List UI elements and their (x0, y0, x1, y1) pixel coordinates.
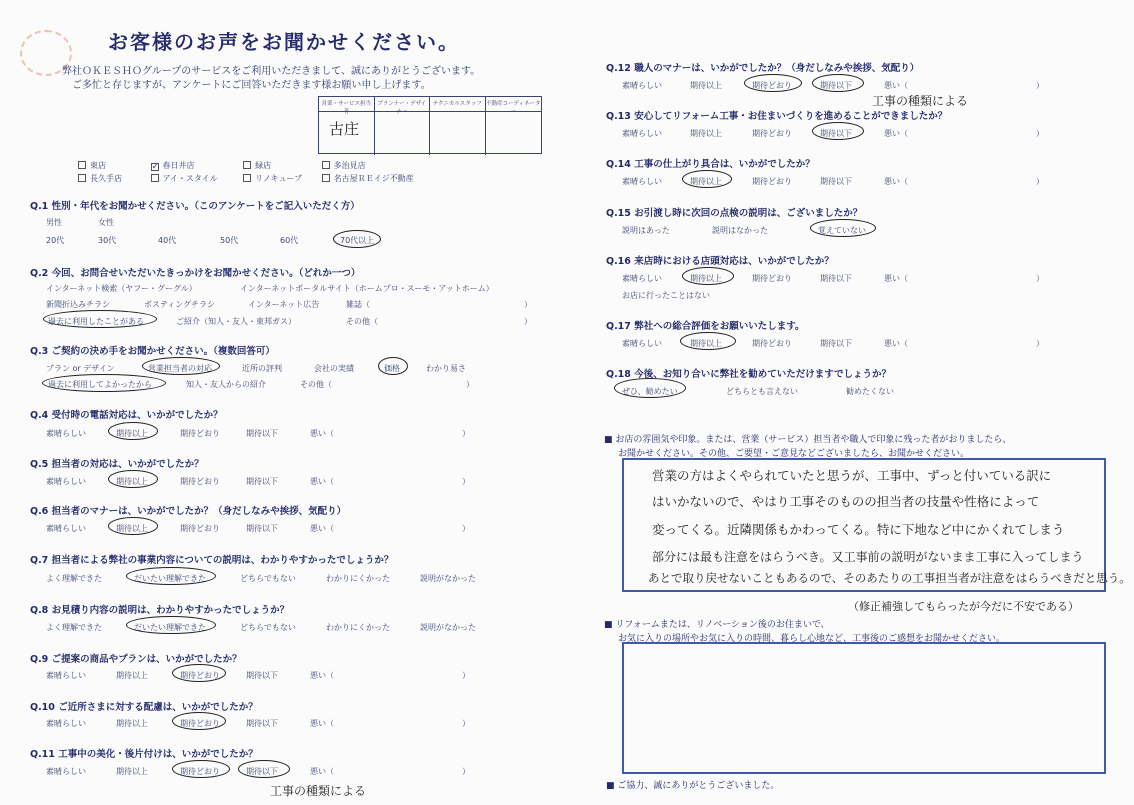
understand-none[interactable]: 説明がなかった (420, 623, 476, 632)
rating-below[interactable]: 期待以下 (820, 177, 852, 186)
question-18: Q.18 今後、お知り合いに弊社を勧めていただけますでしょうか？ (606, 366, 891, 380)
understand-well[interactable]: よく理解できた (46, 623, 102, 632)
staff-header-sales: 営業・サービス担当者 (319, 97, 375, 111)
section-1-line-2: お聞かせください。その他、ご要望・ご意見などございましたら、お聞かせください。 (618, 449, 970, 459)
circle-mark (744, 74, 802, 92)
store-checklist (78, 159, 430, 185)
circle-mark (682, 267, 734, 285)
option-past-use[interactable]: 過去に利用したことがある (48, 317, 144, 326)
rating-below[interactable]: 期待以下 (246, 671, 278, 680)
option-60s[interactable]: 60代 (280, 236, 299, 245)
question-5: Q.5 担当者の対応は、いかがでしたか？ (30, 456, 204, 470)
understand-none[interactable]: 説明がなかった (420, 574, 476, 583)
circle-mark (810, 219, 876, 237)
checkbox-icon[interactable] (243, 174, 251, 182)
option-other[interactable]: その他（ (300, 380, 332, 389)
rating-above[interactable]: 期待以上 (116, 429, 148, 438)
rating-above[interactable]: 期待以上 (690, 177, 722, 186)
question-9: Q.9 ご提案の商品やプランは、いかがでしたか？ (30, 651, 242, 665)
circle-mark (812, 74, 864, 92)
circle-mark (614, 378, 686, 398)
circle-mark (172, 712, 226, 730)
rating-as-expected[interactable]: 期待どおり (752, 177, 792, 186)
circle-mark (108, 517, 158, 535)
staff-header-realestate: 不動産コーディネーター (485, 101, 541, 115)
paren-close: ） (462, 719, 470, 728)
checkbox-icon[interactable] (78, 161, 86, 169)
rating-below[interactable]: 期待以下 (246, 719, 278, 728)
rating-above[interactable]: 期待以上 (116, 719, 148, 728)
recommend-neutral[interactable]: どちらとも言えない (726, 387, 798, 396)
intro-line-2: ご多忙と存じますが、アンケートにご回答いただきます様お願い申し上げます。 (72, 80, 431, 91)
rating-excellent[interactable]: 素晴らしい (46, 429, 86, 438)
store-tajimi: 多治見店 (333, 161, 366, 170)
page-title: お客様のお声をお聞かせください。 (108, 30, 460, 54)
option-50s[interactable]: 50代 (220, 236, 239, 245)
paren-close: ） (524, 300, 532, 309)
store-nagoya-re: 名古屋ＲＥイジ不動産 (333, 174, 414, 183)
rating-above[interactable]: 期待以上 (690, 339, 722, 348)
question-4: Q.4 受付時の電話対応は、いかがでしたか？ (30, 407, 223, 421)
paren-close: ） (466, 380, 474, 389)
paren-close: ） (1036, 339, 1044, 348)
thanks-text: ■ ご協力、誠にありがとうございました。 (606, 781, 780, 791)
option-portal[interactable]: インターネットポータルサイト（ホームプロ・スーモ・アットホーム） (240, 284, 494, 293)
paren-close: ） (1036, 129, 1044, 138)
circle-mark (126, 616, 216, 634)
rating-as-expected[interactable]: 期待どおり (752, 274, 792, 283)
staff-name-sales[interactable]: 古庄 (319, 111, 375, 155)
question-8: Q.8 お見積り内容の説明は、わかりやすかったでしょうか？ (30, 602, 289, 616)
question-6: Q.6 担当者のマナーは、いかがでしたか？（身だしなみや挨拶、気配り） (30, 503, 346, 517)
option-male[interactable]: 男性 (46, 218, 62, 227)
comment-line-1: 営業の方はよくやられていたと思うが、工事中、ずっと付いている訳に (652, 468, 1052, 483)
checkbox-icon[interactable] (151, 174, 159, 182)
rating-excellent[interactable]: 素晴らしい (622, 274, 662, 283)
option-web-search[interactable]: インターネット検索（ヤフー・グーグル） (46, 284, 197, 293)
rating-as-expected[interactable]: 期待どおり (180, 429, 220, 438)
paren-close: ） (1036, 274, 1044, 283)
circle-mark (680, 332, 736, 350)
handwritten-note-q12: 工事の種類による (872, 94, 969, 108)
handwritten-note-q11: 工事の種類による (270, 784, 367, 798)
paren-close: ） (462, 767, 470, 776)
question-3: Q.3 ご契約の決め手をお聞かせください。（複数回答可） (30, 343, 275, 357)
option-clarity[interactable]: わかり易さ (426, 364, 466, 373)
understand-hard[interactable]: わかりにくかった (326, 623, 390, 632)
option-newspaper[interactable]: 新聞折込みチラシ (46, 300, 110, 309)
store-higashi: 東店 (90, 161, 106, 170)
option-plan[interactable]: プラン or デザイン (46, 364, 115, 373)
rating-bad[interactable]: 悪い（ (884, 81, 908, 90)
understand-neutral[interactable]: どちらでもない (240, 623, 296, 632)
rating-bad[interactable]: 悪い（ (884, 177, 908, 186)
rating-below[interactable]: 期待以下 (246, 767, 278, 776)
checkbox-icon[interactable] (322, 174, 330, 182)
paren-close: ） (462, 477, 470, 486)
question-15: Q.15 お引渡し時に次回の点検の説明は、ございましたか？ (606, 205, 862, 219)
rating-as-expected[interactable]: 期待どおり (752, 339, 792, 348)
option-other[interactable]: その他（ (346, 317, 378, 326)
question-16: Q.16 来店時における店頭対応は、いかがでしたか？ (606, 253, 834, 267)
rating-as-expected[interactable]: 期待どおり (180, 671, 220, 680)
circle-mark (108, 470, 158, 488)
store-kasugai: 春日井店 (162, 161, 195, 170)
explain-forgot[interactable]: 覚えていない (818, 226, 866, 235)
intro-line-1: 弊社ＯＫＥＳＨＯグループのサービスをご利用いただきまして、誠にありがとうございます。 (62, 66, 481, 77)
option-30s[interactable]: 30代 (98, 236, 117, 245)
rating-as-expected[interactable]: 期待どおり (180, 477, 220, 486)
rating-above[interactable]: 期待以上 (690, 129, 722, 138)
circle-mark (126, 567, 216, 585)
rating-above[interactable]: 期待以上 (690, 81, 722, 90)
comment-line-6: （修正補強してもらったが今だに不安である） (848, 600, 1079, 613)
comment-line-2: はいかないので、やはり工事そのものの担当者の技量や性格によって (652, 494, 1040, 509)
explain-no[interactable]: 説明はなかった (712, 226, 768, 235)
rating-as-expected[interactable]: 期待どおり (180, 719, 220, 728)
rating-bad[interactable]: 悪い（ (310, 671, 334, 680)
option-20s[interactable]: 20代 (46, 236, 65, 245)
option-referral[interactable]: ご紹介（知人・友人・東邦ガス） (176, 317, 296, 326)
comment-line-4: 部分には最も注意をはらうべき。又工事前の説明がないまま工事に入ってしまう (652, 550, 1084, 564)
circle-mark (108, 422, 158, 440)
rating-bad[interactable]: 悪い（ (310, 429, 334, 438)
rating-excellent[interactable]: 素晴らしい (622, 177, 662, 186)
staff-header-technical: テクニカルスタッフ (430, 97, 486, 111)
rating-bad[interactable]: 悪い（ (310, 767, 334, 776)
option-past-good[interactable]: 過去に利用してよかったから (48, 380, 152, 389)
comment-box-2[interactable] (622, 642, 1106, 774)
rating-as-expected[interactable]: 期待どおり (180, 524, 220, 533)
rating-above[interactable]: 期待以上 (116, 524, 148, 533)
section-2-line-1: ■ リフォームまたは、リノベーション後のお住まいで、 (604, 620, 830, 630)
understand-mostly[interactable]: だいたい理解できた (134, 574, 206, 583)
circle-mark (43, 310, 157, 328)
store-nagakute: 長久手店 (90, 174, 122, 183)
checkbox-icon[interactable] (243, 161, 251, 169)
paren-close: ） (462, 524, 470, 533)
checkbox-checked-icon[interactable]: ✓ (151, 162, 160, 172)
question-1: Q.1 性別・年代をお聞かせください。（このアンケートをご記入いただく方） (30, 198, 360, 212)
rating-above[interactable]: 期待以上 (116, 671, 148, 680)
rating-excellent[interactable]: 素晴らしい (622, 81, 662, 90)
rating-below[interactable]: 期待以下 (246, 524, 278, 533)
rating-bad[interactable]: 悪い（ (884, 274, 908, 283)
option-sales-rep[interactable]: 営業担当者の対応 (148, 364, 212, 373)
rating-excellent[interactable]: 素晴らしい (46, 767, 86, 776)
staff-cell-realestate[interactable] (486, 111, 542, 155)
store-renocube: リノキューブ (255, 174, 303, 183)
option-price[interactable]: 価格 (384, 364, 400, 373)
option-reputation[interactable]: 近所の評判 (242, 364, 282, 373)
rating-bad[interactable]: 悪い（ (884, 339, 908, 348)
circle-mark (172, 760, 230, 778)
rating-excellent[interactable]: 素晴らしい (622, 339, 662, 348)
option-track-record[interactable]: 会社の実績 (314, 364, 354, 373)
recommend-yes[interactable]: ぜひ、勧めたい (622, 387, 678, 396)
question-14: Q.14 工事の仕上がり具合は、いかがでしたか？ (606, 156, 815, 170)
circle-mark (172, 664, 226, 682)
rating-below[interactable]: 期待以下 (820, 129, 852, 138)
understand-well[interactable]: よく理解できた (46, 574, 102, 583)
rating-bad[interactable]: 悪い（ (310, 477, 334, 486)
option-40s[interactable]: 40代 (158, 236, 177, 245)
question-10: Q.10 ご近所さまに対する配慮は、いかがでしたか？ (30, 699, 258, 713)
rating-excellent[interactable]: 素晴らしい (622, 129, 662, 138)
paren-close: ） (462, 671, 470, 680)
staff-cell-technical[interactable] (430, 111, 486, 155)
rating-below[interactable]: 期待以下 (820, 81, 852, 90)
circle-mark (378, 357, 408, 375)
store-istyle: アイ・スタイル (162, 174, 218, 183)
paren-close: ） (1036, 177, 1044, 186)
section-1-line-1: ■ お店の雰囲気や印象。または、営業（サービス）担当者や職人で印象に残った者がおりましたら、 (604, 435, 1012, 445)
option-posting[interactable]: ポスティングチラシ (144, 300, 216, 309)
question-13: Q.13 安心してリフォーム工事・お住まいづくりを進めることができましたか？ (606, 108, 947, 122)
paren-close: ） (1036, 81, 1044, 90)
comment-line-3: 変ってくる。近隣関係もかわってくる。特に下地など中にかくれてしまう (652, 522, 1065, 537)
rating-bad[interactable]: 悪い（ (310, 719, 334, 728)
circle-mark (238, 760, 290, 778)
circle-mark (812, 122, 864, 140)
paren-close: ） (524, 317, 532, 326)
question-2: Q.2 今回、お問合せいただいたきっかけをお聞かせください。（どれか一つ） (30, 265, 360, 279)
staff-header-planner: プランナー・デザイナー (375, 97, 431, 111)
option-friend-referral[interactable]: 知人・友人からの紹介 (186, 380, 266, 389)
never-visited[interactable]: お店に行ったことはない (622, 291, 710, 300)
rating-as-expected[interactable]: 期待どおり (752, 129, 792, 138)
rating-below[interactable]: 期待以下 (820, 339, 852, 348)
understand-neutral[interactable]: どちらでもない (240, 574, 296, 583)
paren-close: ） (462, 429, 470, 438)
rating-excellent[interactable]: 素晴らしい (46, 671, 86, 680)
rating-excellent[interactable]: 素晴らしい (46, 477, 86, 486)
question-17: Q.17 弊社への総合評価をお願いいたします。 (606, 318, 804, 332)
rating-below[interactable]: 期待以下 (246, 429, 278, 438)
option-female[interactable]: 女性 (98, 218, 114, 227)
section-2-line-2: お気に入りの場所やお気に入りの時間、暮らし心地など、工事後のご感想をお聞かせください。 (618, 634, 1006, 644)
explain-yes[interactable]: 説明はあった (622, 226, 670, 235)
question-12: Q.12 職人のマナーは、いかがでしたか？（身だしなみや挨拶、気配り） (606, 60, 919, 74)
rating-bad[interactable]: 悪い（ (310, 524, 334, 533)
comment-line-5: あとで取り戻せないこともあるので、そのあたりの工事担当者が注意をはらうべきだと思う。 (648, 571, 1131, 585)
rating-as-expected[interactable]: 期待どおり (180, 767, 220, 776)
circle-mark (42, 374, 166, 392)
understand-mostly[interactable]: だいたい理解できた (134, 623, 206, 632)
store-midori: 緑店 (255, 161, 272, 170)
rating-below[interactable]: 期待以下 (246, 477, 278, 486)
rating-above[interactable]: 期待以上 (116, 767, 148, 776)
option-70s-plus[interactable]: 70代以上 (340, 236, 375, 245)
staff-cell-planner[interactable] (375, 111, 431, 155)
rating-below[interactable]: 期待以下 (820, 274, 852, 283)
rating-above[interactable]: 期待以上 (116, 477, 148, 486)
question-11: Q.11 工事中の美化・後片付けは、いかがでしたか？ (30, 746, 258, 760)
rating-bad[interactable]: 悪い（ (884, 129, 908, 138)
question-7: Q.7 担当者による弊社の事業内容についての説明は、わかりやすかったでしょうか？ (30, 552, 393, 566)
checkbox-icon[interactable] (78, 174, 86, 182)
rating-above[interactable]: 期待以上 (690, 274, 722, 283)
rating-excellent[interactable]: 素晴らしい (46, 524, 86, 533)
understand-hard[interactable]: わかりにくかった (326, 574, 390, 583)
circle-mark (142, 357, 220, 375)
recommend-no[interactable]: 勧めたくない (846, 387, 894, 396)
option-web-ad[interactable]: インターネット広告 (248, 300, 320, 309)
option-magazine[interactable]: 雑誌（ (346, 300, 370, 309)
circle-mark (682, 170, 732, 188)
rating-excellent[interactable]: 素晴らしい (46, 719, 86, 728)
checkbox-icon[interactable] (322, 161, 330, 169)
staff-table (318, 96, 542, 154)
rating-as-expected[interactable]: 期待どおり (752, 81, 792, 90)
circle-mark (333, 230, 381, 248)
